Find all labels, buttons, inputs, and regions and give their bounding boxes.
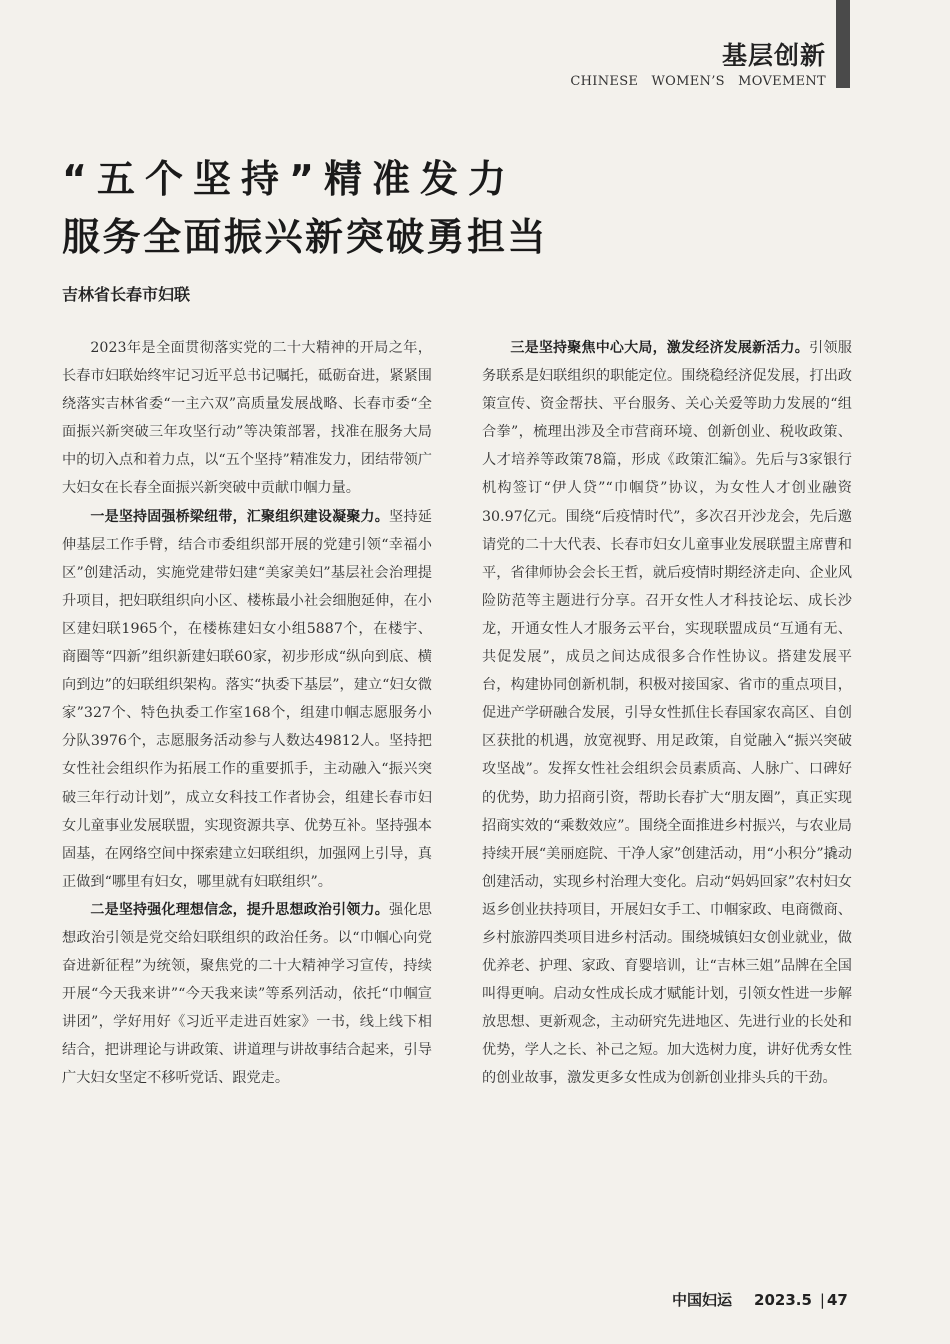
headline-line-2: 服务全面振兴新突破勇担当 bbox=[62, 215, 549, 259]
paragraph-2-body: 强化思想政治引领是党交给妇联组织的政治任务。以“巾帼心向党 奋进新征程”为统领，聚焦党的二十大精神学习宣传，持续开展“今天我来讲”“今天我来读”等系列活动，依托“巾帼宣讲团”，学好用好《习近平走进百姓家》一书，线上线下相结合，把讲理论与讲政策、讲道理与讲故事结合起来，引导广大妇女坚定不移听党话、跟党走。 bbox=[62, 901, 447, 1087]
footer-separator: | bbox=[819, 1291, 825, 1309]
page-number: 47 bbox=[826, 1291, 848, 1309]
byline: 吉林省长春市妇联 bbox=[62, 285, 191, 304]
issue-number: 2023.5 bbox=[754, 1291, 812, 1309]
column-left bbox=[62, 334, 447, 1093]
headline-line-1: “五个坚持”精准发力 bbox=[62, 157, 516, 201]
intro-paragraph: 2023年是全面贯彻落实党的二十大精神的开局之年，长春市妇联始终牢记习近平总书记嘱托，砥砺奋进，紧紧围绕落实吉林省委“一主六双”高质量发展战略、长春市委“全面振兴新突破三年攻坚行动”等决策部署，找准在服务大局中的切入点和着力点，以“五个坚持”精准发力，团结带领广大妇女在长春全面振兴新突破中贡献巾帼力量。 bbox=[62, 340, 432, 497]
paragraph-2 bbox=[62, 896, 447, 1093]
paragraph-3 bbox=[482, 334, 852, 1093]
magazine-name: 中国妇运 bbox=[672, 1291, 733, 1309]
paragraph-1 bbox=[62, 503, 432, 896]
paragraph-2-lead: 二是坚持强化理想信念，提升思想政治引领力。 bbox=[90, 901, 389, 918]
paragraph-1-lead: 一是坚持固强桥梁纽带，汇聚组织建设凝聚力。 bbox=[90, 508, 389, 525]
paragraph-3-body: 引领服务联系是妇联组织的职能定位。围绕稳经济促发展，打出政策宣传、资金帮扶、平台服务、关心关爱等助力发展的“组合拳”，梳理出涉及全市营商环境、创新创业、税收政策、人才培养等政策78篇，形成《政策汇编》。先后与3家银行机构签订“伊人贷”“巾帼贷”协议，为女性人才创业融资30.97亿元。围绕“后疫情时代”，多次召开沙龙会，先后邀请党的二十大代表、长春市妇女儿童事业发展联盟主席曹和平，省律师协会会长王哲，就后疫情时期经济走向、企业风险防范等主题进行分享。召开女性人才科技论坛、成长沙龙，开通女性人才服务云平台，实现联盟成员“互通有无、共促发展”，成员之间达成很多合作性协议。搭建发展平台，构建协同创新机制，积极对接国家、省市的重点项目，促进产学研融合发展，引导女性抓住长春国家农高区、自创区获批的机遇，放宽视野、用足政策，自觉融入“振兴突破攻坚战”。发挥女性社会组织会员素质高、人脉广、口碑好的优势，助力招商引资，帮助长春扩大“朋友圈”，真正实现招商实效的“乘数效应”。围绕全面推进乡村振兴，与农业局持续开展“美丽庭院、干净人家”创建活动，用“小积分”撬动创建活动，实现乡村治理大变化。启动“妈妈回家”农村妇女返乡创业扶持项目，开展妇女手工、巾帼家政、电商微商、乡村旅游四类项目进乡村活动。围绕城镇妇女创业就业，做优养老、护理、家政、育婴培训，让“吉林三姐”品牌在全国叫得更响。启动女性成长成才赋能计划，引领女性进一步解放思想、更新观念，主动研究先进地区、先进行业的长处和优势，学人之长、补己之短。加大选树力度，讲好优秀女性的创业故事，激发更多女性成为创新创业排头兵的干劲。 bbox=[482, 340, 852, 1087]
section-title: 基层创新 bbox=[721, 41, 826, 70]
page-footer bbox=[672, 1289, 848, 1310]
section-subtitle: CHINESE WOMEN’S MOVEMENT bbox=[570, 74, 826, 89]
article-headline bbox=[62, 150, 682, 266]
section-bar bbox=[836, 0, 850, 88]
column-right bbox=[482, 334, 852, 1093]
paragraph-1-body: 坚持延伸基层工作手臂，结合市委组织部开展的党建引领“幸福小区”创建活动，实施党建带妇建“美家美妇”基层社会治理提升项目，把妇联组织向小区、楼栋最小社会细胞延伸，在小区建妇联1965个，在楼栋建妇女小组5887个，在楼宇、商圈等“四新”组织新建妇联60家，初步形成“纵向到底、横向到边”的妇联组织架构。落实“执委下基层”，建立“妇女微家”327个、特色执委工作室168个，组建巾帼志愿服务小分队3976个，志愿服务活动参与人数达49812人。坚持把女性社会组织作为拓展工作的重要抓手，主动融入“振兴突破三年行动计划”，成立女科技工作者协会，组建长春市妇女儿童事业发展联盟，实现资源共享、优势互补。坚持强本固基，在网络空间中探索建立妇联组织，加强网上引导，真正做到“哪里有妇女，哪里就有妇联组织”。 bbox=[62, 508, 432, 890]
paragraph-3-lead: 三是坚持聚焦中心大局，激发经济发展新活力。 bbox=[510, 340, 809, 356]
